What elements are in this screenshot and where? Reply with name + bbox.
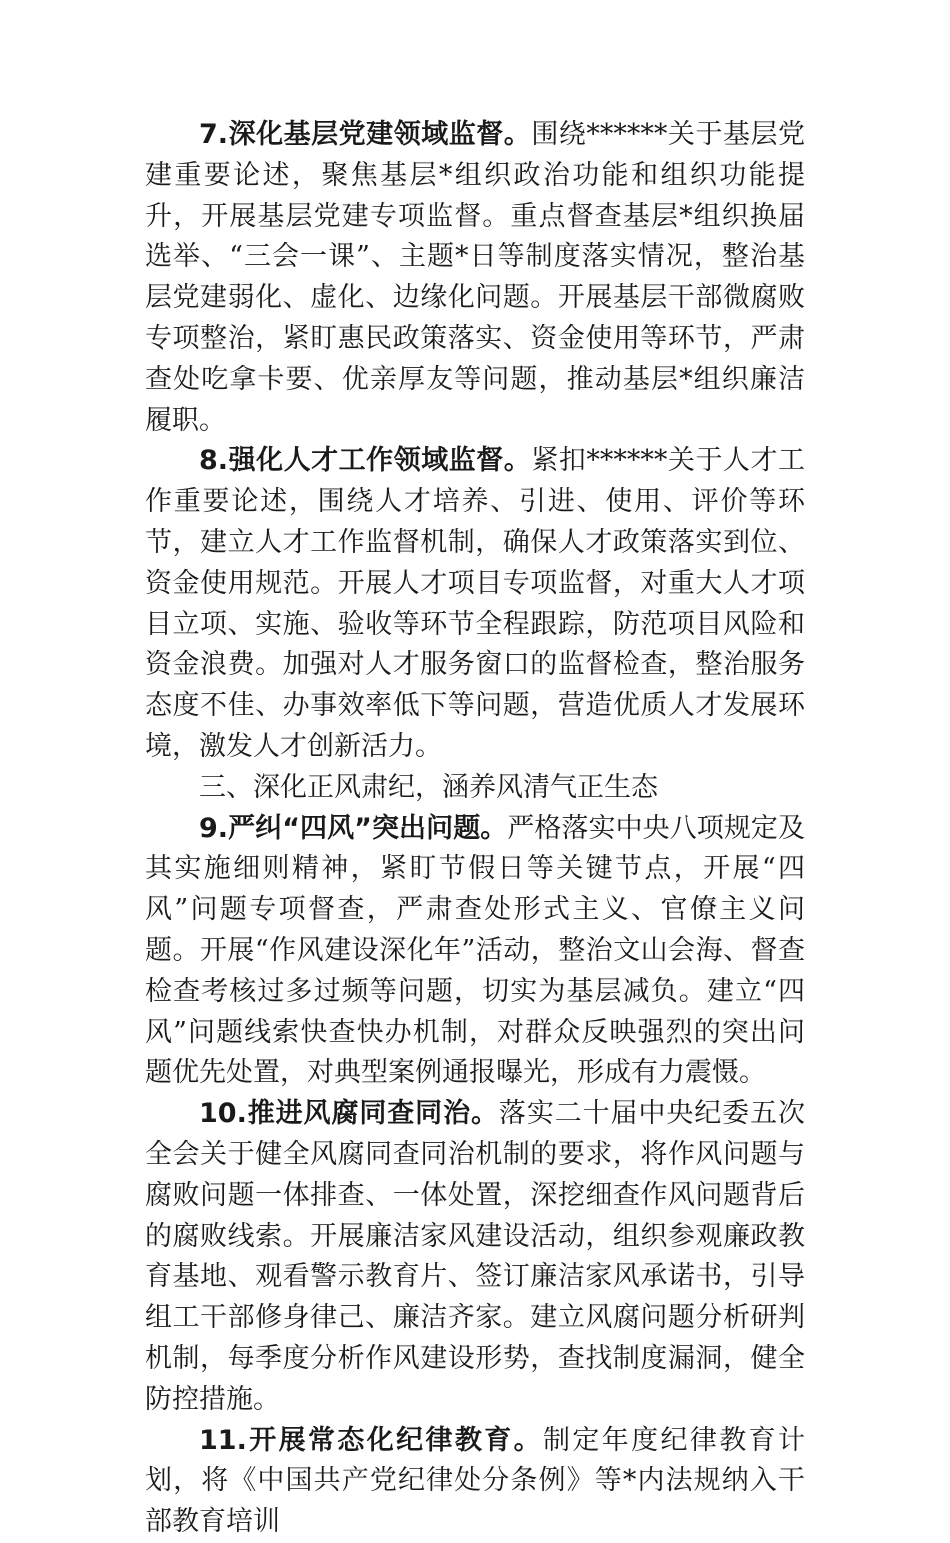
paragraph-lead: 7.深化基层党建领域监督。 xyxy=(199,119,532,150)
paragraph-lead: 8.强化人才工作领域监督。 xyxy=(199,445,532,477)
paragraph-10 xyxy=(145,1094,805,1420)
paragraph-text: 围绕******关于基层党建重要论述，聚焦基层*组织政治功能和组织功能提升，开展基层党建专项监督。重点督查基层*组织换届选举、“三会一课”、主题*日等制度落实情况，整治基层党建弱化、虚化、边缘化问题。开展基层干部微腐败专项整治，紧盯惠民政策落实、资金使用等环节，严肃查处吃拿卡要、优亲厚友等问题，推动基层*组织廉洁履职。 xyxy=(145,119,806,436)
paragraph-9 xyxy=(145,809,805,1095)
paragraph-lead: 10.推进风腐同查同治。 xyxy=(199,1098,499,1130)
section-heading: 三、深化正风肃纪，涵养风清气正生态 xyxy=(199,771,658,803)
paragraph-text: 严格落实中央八项规定及其实施细则精神，紧盯节假日等关键节点，开展“四风”问题专项督查，严肃查处形式主义、官僚主义问题。开展“作风建设深化年”活动，整治文山会海、督查检查考核过多过频等问题，切实为基层减负。建立“四风”问题线索快查快办机制，对群众反映强烈的突出问题优先处置，对典型案例通报曝光，形成有力震慑。 xyxy=(145,812,805,1089)
paragraph-text: 紧扣******关于人才工作重要论述，围绕人才培养、引进、使用、评价等环节，建立人才工作监督机制，确保人才政策落实到位、资金使用规范。开展人才项目专项监督，对重大人才项目立项、实施、验收等环节全程跟踪，防范项目风险和资金浪费。加强对人才服务窗口的监督检查，整治服务态度不佳、办事效率低下等问题，营造优质人才发展环境，激发人才创新活力。 xyxy=(145,445,806,762)
paragraph-text: 制定年度纪律教育计划，将《中国共产党纪律处分条例》等*内法规纳入干部教育培训 xyxy=(145,1424,805,1538)
paragraph-8 xyxy=(145,441,805,767)
paragraph-7 xyxy=(145,115,805,441)
paragraph-lead: 11.开展常态化纪律教育。 xyxy=(199,1424,543,1456)
paragraph-lead: 9.严纠“四风”突出问题。 xyxy=(199,812,508,844)
paragraph-11 xyxy=(145,1421,805,1543)
document-body xyxy=(145,115,805,1543)
paragraph-text: 落实二十届中央纪委五次全会关于健全风腐同查同治机制的要求，将作风问题与腐败问题一体排查、一体处置，深挖细查作风问题背后的腐败线索。开展廉洁家风建设活动，组织参观廉政教育基地、观看警示教育片、签订廉洁家风承诺书，引导组工干部修身律己、廉洁齐家。建立风腐问题分析研判机制，每季度分析作风建设形势，查找制度漏洞，健全防控措施。 xyxy=(145,1098,805,1415)
